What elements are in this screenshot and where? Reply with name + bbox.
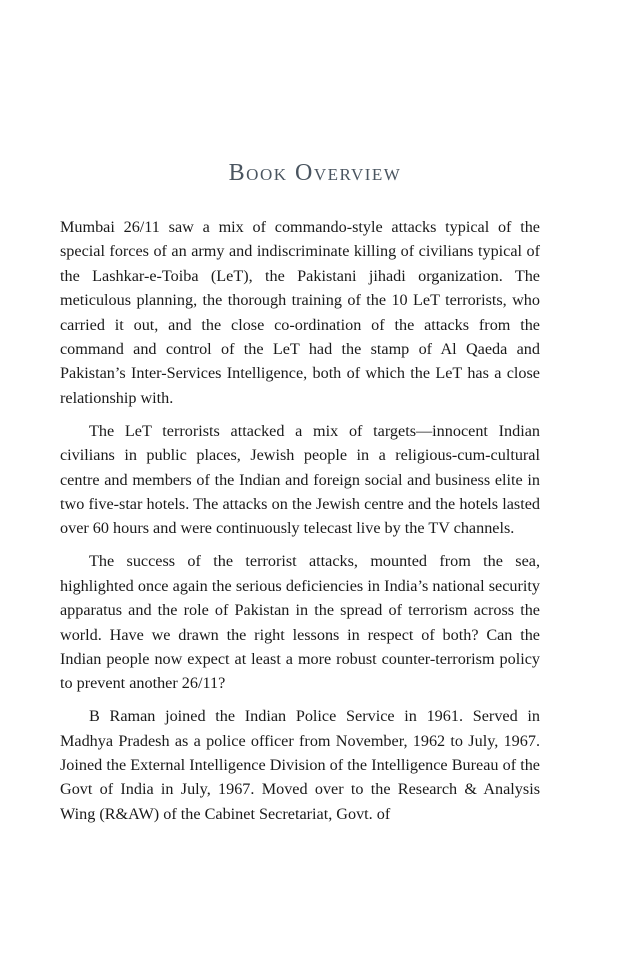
page-title: Book Overview	[228, 160, 402, 186]
paragraph-lessons: The success of the terrorist attacks, mounted from the sea, highlighted once again the serious deficiencies in India’s national security apparatus and the role of Pakistan in the spread of terrorism across the world. Have we drawn the right lessons in respect of both? Can the Indian people now expect at least a more robust counter-terrorism policy to prevent another 26/11?	[60, 552, 540, 693]
paragraph-author-bio: B Raman joined the Indian Police Service in 1961. Served in Madhya Pradesh as a police officer from November, 1962 to July, 1967. Joined the External Intelligence Division of the Intelligence Bureau of the Govt of India in July, 1967. Moved over to the Research & Analysis Wing (R&AW) of the Cabinet Secretariat, Govt. of	[60, 707, 540, 823]
paragraph-targets: The LeT terrorists attacked a mix of targets—innocent Indian civilians in public places, Jewish people in a religious-cum-cultural centre and members of the Indian and foreign social and business elite in two five-star hotels. The attacks on the Jewish centre and the hotels lasted over 60 hours and were continuously telecast live by the TV channels.	[60, 421, 540, 538]
paragraph-intro: Mumbai 26/11 saw a mix of commando-style attacks typical of the special forces of an army and indiscriminate killing of civilians typical of the Lashkar-e-Toiba (LeT), the Pakistani jihadi organization. The meticulous planning, the thorough training of the 10 LeT terrorists, who carried it out, and the close co-ordination of the attacks from the command and control of the LeT had the stamp of Al Qaeda and Pakistan’s Inter-Services Intelligence, both of which the LeT has a close relationship with.	[60, 218, 540, 407]
overview-text	[60, 215, 540, 835]
